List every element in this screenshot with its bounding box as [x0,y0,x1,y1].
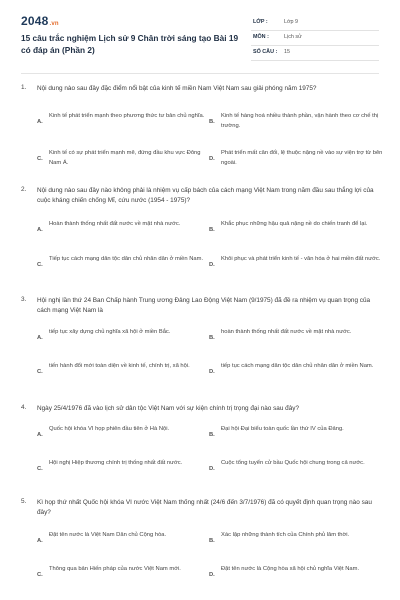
option-text: Khôi phục và phát triển kinh tế - văn hóa ở hai miền đất nước. [221,256,381,262]
option-text: tiếp tục cách mạng dân tộc dân chủ nhân dân ở miền Nam. [221,363,374,369]
meta-row-class [251,16,379,31]
option-d[interactable] [209,362,385,386]
meta-value: Lịch sử [284,34,302,40]
page-header [0,0,400,66]
option-c[interactable] [37,149,213,173]
option-b[interactable] [209,220,385,244]
meta-table [251,16,379,61]
option-letter: B. [209,432,215,438]
meta-key: SỐ CÂU : [253,49,278,55]
option-text: Khắc phục những hậu quả nặng nề do chiến tranh để lại. [221,221,368,227]
header-divider [21,73,379,74]
option-text: Đặt tên nước là Việt Nam Dân chủ Cộng hòa. [49,532,167,538]
option-d[interactable] [209,459,385,483]
site-logo[interactable] [21,14,59,28]
option-letter: A. [37,538,43,544]
option-b[interactable] [209,112,385,136]
meta-row-subject [251,31,379,46]
option-b[interactable] [209,425,385,449]
question-text: Hội nghị lần thứ 24 Ban Chấp hành Trung ương Đảng Lao Động Việt Nam (9/1975) đã đề ra nhiệm vụ quan trọng của cách mạng Việt Nam là [37,297,371,314]
option-letter: D. [209,156,215,162]
option-text: Kinh tế phát triển mạnh theo phương thức tư bản chủ nghĩa. [49,113,205,119]
option-letter: D. [209,369,215,375]
option-d[interactable] [209,255,385,279]
option-d[interactable] [209,149,385,173]
logo-suffix: .vn [49,21,59,27]
option-text: Kinh tế có sự phát triển mạnh mẽ, đứng đầu khu vực Đông Nam Á. [49,150,201,166]
meta-value: 15 [284,49,290,55]
option-text: Đặt tên nước là Cộng hòa xã hội chủ nghĩa Việt Nam. [221,566,360,572]
question-text: Kì họp thứ nhất Quốc hội khóa VI nước Việt Nam thống nhất (24/6 đến 3/7/1976) đã có quyết định quan trọng nào sau đây? [37,499,372,516]
option-b[interactable] [209,328,385,352]
meta-key: MÔN : [253,34,269,40]
question-number: 4. [21,404,27,411]
option-text: Hoàn thành thống nhất đất nước về mặt nhà nước. [49,221,181,227]
option-letter: C. [37,156,43,162]
option-text: Thông qua bản Hiến pháp của nước Việt Nam mới. [49,566,181,572]
option-letter: B. [209,538,215,544]
option-letter: B. [209,119,215,125]
question-text: Nội dung nào sau đây đặc điểm nổi bật của kinh tế miền Nam Việt Nam sau giải phóng năm 1975? [37,85,317,92]
option-text: Quốc hội khóa VI họp phiên đầu tiên ở Hà Nội. [49,426,170,432]
option-c[interactable] [37,459,213,483]
option-a[interactable] [37,220,213,244]
option-c[interactable] [37,362,213,386]
option-letter: D. [209,572,215,578]
option-letter: C. [37,572,43,578]
option-text: Hội nghị Hiệp thương chính trị thống nhất đất nước. [49,460,183,466]
option-text: tiến hành đổi mới toàn diện về kinh tế, chính trị, xã hội. [49,363,190,369]
option-c[interactable] [37,565,213,589]
option-text: Cuộc tổng tuyển cử bầu Quốc hội chung trong cả nước. [221,460,365,466]
option-letter: A. [37,227,43,233]
question-text: Ngày 25/4/1976 đã vào lịch sử dân tộc Việt Nam với sự kiện chính trị trọng đại nào sau đây? [37,405,300,412]
option-c[interactable] [37,255,213,279]
option-a[interactable] [37,328,213,352]
page-title: 15 câu trắc nghiệm Lịch sử 9 Chân trời sáng tạo Bài 19 có đáp án (Phần 2) [21,33,239,55]
option-letter: A. [37,335,43,341]
option-letter: D. [209,466,215,472]
logo-brand: 2048 [21,14,49,28]
meta-row-count [251,46,379,61]
question-number: 3. [21,296,27,303]
option-letter: A. [37,432,43,438]
option-text: Đại hội Đại biểu toàn quốc lần thứ IV của Đảng. [221,426,344,432]
option-letter: C. [37,369,43,375]
question-number: 1. [21,84,27,91]
option-a[interactable] [37,425,213,449]
option-letter: C. [37,262,43,268]
option-letter: B. [209,335,215,341]
option-a[interactable] [37,531,213,555]
option-text: Xác lập những thành tích của Chính phủ lâm thời. [221,532,350,538]
option-b[interactable] [209,531,385,555]
option-letter: D. [209,262,215,268]
option-d[interactable] [209,565,385,589]
option-text: Kinh tế hàng hoá nhiều thành phần, vận hành theo cơ chế thị trường. [221,113,379,129]
question-text: Nội dung nào sau đây nào không phải là nhiệm vụ cấp bách của cách mạng Việt Nam trong năm đầu sau thắng lợi của cuộc kháng chiến chống Mĩ, cứu nước (1954 - 1975)? [37,187,374,204]
question-number: 2. [21,186,27,193]
option-text: tiếp tục xây dựng chủ nghĩa xã hội ở miền Bắc. [49,329,171,335]
option-letter: B. [209,227,215,233]
option-letter: A. [37,119,43,125]
meta-value: Lớp 9 [284,19,299,25]
option-letter: C. [37,466,43,472]
question-number: 5. [21,498,27,505]
option-text: hoàn thành thống nhất đất nước về mặt nhà nước. [221,329,352,335]
option-a[interactable] [37,112,213,136]
option-text: Phát triển mất cân đối, lệ thuộc nặng nề vào sự viện trợ từ bên ngoài. [221,150,383,166]
option-text: Tiếp tục cách mạng dân tộc dân chủ nhân dân ở miền Nam. [49,256,204,262]
meta-key: LỚP : [253,19,268,25]
